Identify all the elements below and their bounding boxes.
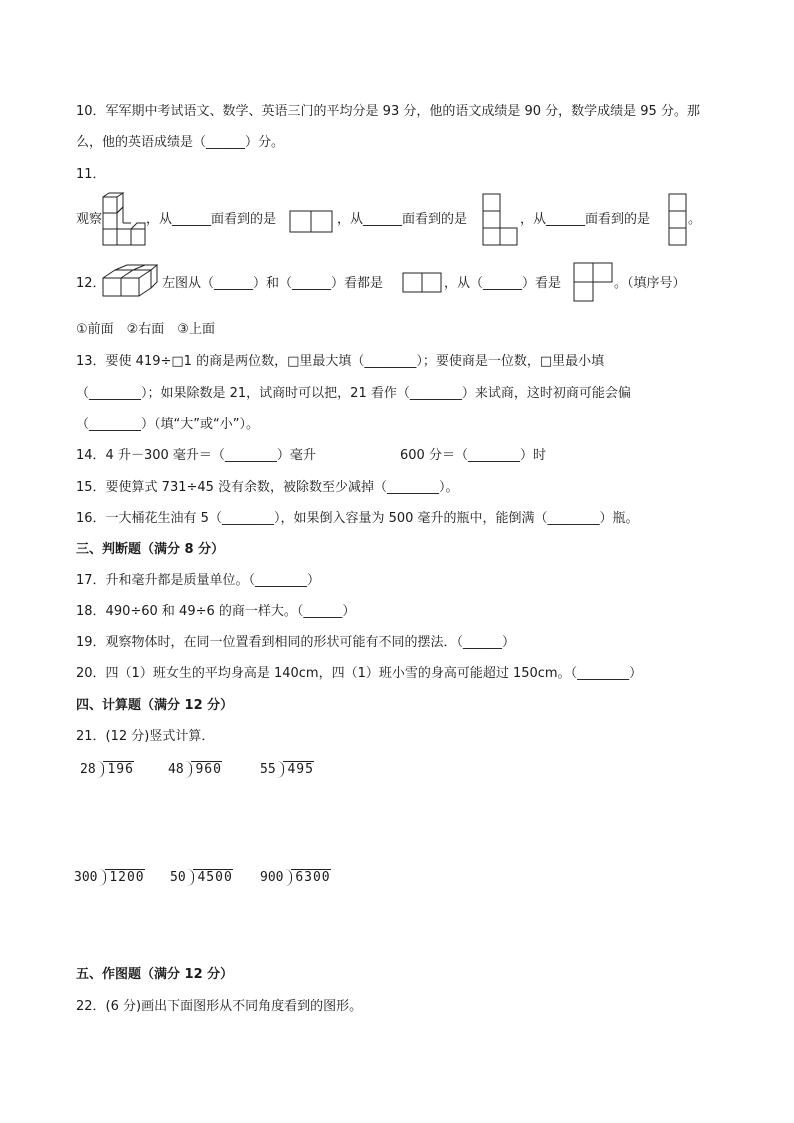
q12-options: ①前面 ②右面 ③上面 (76, 322, 215, 337)
q11-text-from-1: ，从______面看到的是 (146, 212, 277, 227)
long-division (260, 761, 314, 777)
dividend: 4500 (193, 869, 232, 885)
q21: 21．(12 分)竖式计算． (76, 729, 215, 744)
q12-number: 12． (76, 276, 106, 291)
q13-line1: 13．要使 419÷□1 的商是两位数，□里最大填（________）；要使商是一位数，□里最小填 (76, 354, 605, 369)
q12-view-two-horizontal (402, 272, 444, 294)
long-division (170, 869, 233, 885)
dividend: 960 (191, 761, 221, 777)
q11-text-end: 。 (688, 212, 702, 227)
q14-right: 600 分＝（________）时 (400, 448, 546, 463)
q11-view-three-vertical (668, 193, 688, 247)
dividend: 495 (283, 761, 313, 777)
q11-text-observe: 观察 (76, 212, 103, 227)
long-division (260, 869, 331, 885)
q11-text-from-2: ，从______面看到的是 (337, 212, 468, 227)
q20: 20．四（1）班女生的平均身高是 140cm，四（1）班小雪的身高可能超过 150cm。（________） (76, 666, 643, 681)
divisor: 55 (260, 762, 276, 777)
q12-text-1: 左图从（______）和（______）看都是 (162, 276, 384, 291)
q17: 17．升和毫升都是质量单位。（________） (76, 573, 321, 588)
q13-line2: （________）；如果除数是 21，试商时可以把，21 看作（________）来试商，这时初商可能会偏 (76, 386, 631, 401)
q16: 16．一大桶花生油有 5（________），如果倒入容量为 500 毫升的瓶中，能倒满（________）瓶。 (76, 511, 639, 526)
q11-view-l-shape (482, 193, 520, 247)
long-division (168, 761, 222, 777)
q10-line1: 10．军军期中考试语文、数学、英语三门的平均分是 93 分，他的语文成绩是 90 分，数学成绩是 95 分。那 (76, 104, 700, 119)
long-division (80, 761, 134, 777)
q12-view-l-shape (573, 262, 615, 302)
divisor: 28 (80, 762, 96, 777)
q11-text-from-3: ，从______面看到的是 (520, 212, 651, 227)
section-3-heading: 三、判断题（满分 8 分） (76, 542, 225, 557)
dividend: 1200 (105, 869, 144, 885)
long-division (74, 869, 145, 885)
q19: 19．观察物体时，在同一位置看到相同的形状可能有不同的摆法．（______） (76, 635, 516, 650)
divisor: 50 (170, 870, 186, 885)
q11-cube-stack-figure (102, 193, 146, 248)
q13-line3: （________）（填“大”或“小”）。 (76, 417, 259, 432)
q12-cube-row-figure (102, 264, 160, 300)
q10-line2: 么，他的英语成绩是（______）分。 (76, 135, 285, 150)
q22: 22．(6 分)画出下面图形从不同角度看到的图形。 (76, 999, 363, 1014)
q12-text-2: ，从（______）看是 (444, 276, 562, 291)
q11-number: 11． (76, 167, 106, 182)
divisor: 48 (168, 762, 184, 777)
dividend: 196 (103, 761, 133, 777)
q14-left: 14．4 升－300 毫升＝（________）毫升 (76, 448, 316, 463)
q18: 18．490÷60 和 49÷6 的商一样大。（______） (76, 604, 356, 619)
section-5-heading: 五、作图题（满分 12 分） (76, 967, 234, 982)
section-4-heading: 四、计算题（满分 12 分） (76, 698, 234, 713)
q12-text-3: 。（填序号） (614, 276, 686, 291)
q11-view-two-horizontal (289, 210, 335, 234)
dividend: 6300 (291, 869, 330, 885)
divisor: 300 (74, 870, 98, 885)
q15: 15．要使算式 731÷45 没有余数，被除数至少减掉（________）。 (76, 480, 459, 495)
divisor: 900 (260, 870, 284, 885)
